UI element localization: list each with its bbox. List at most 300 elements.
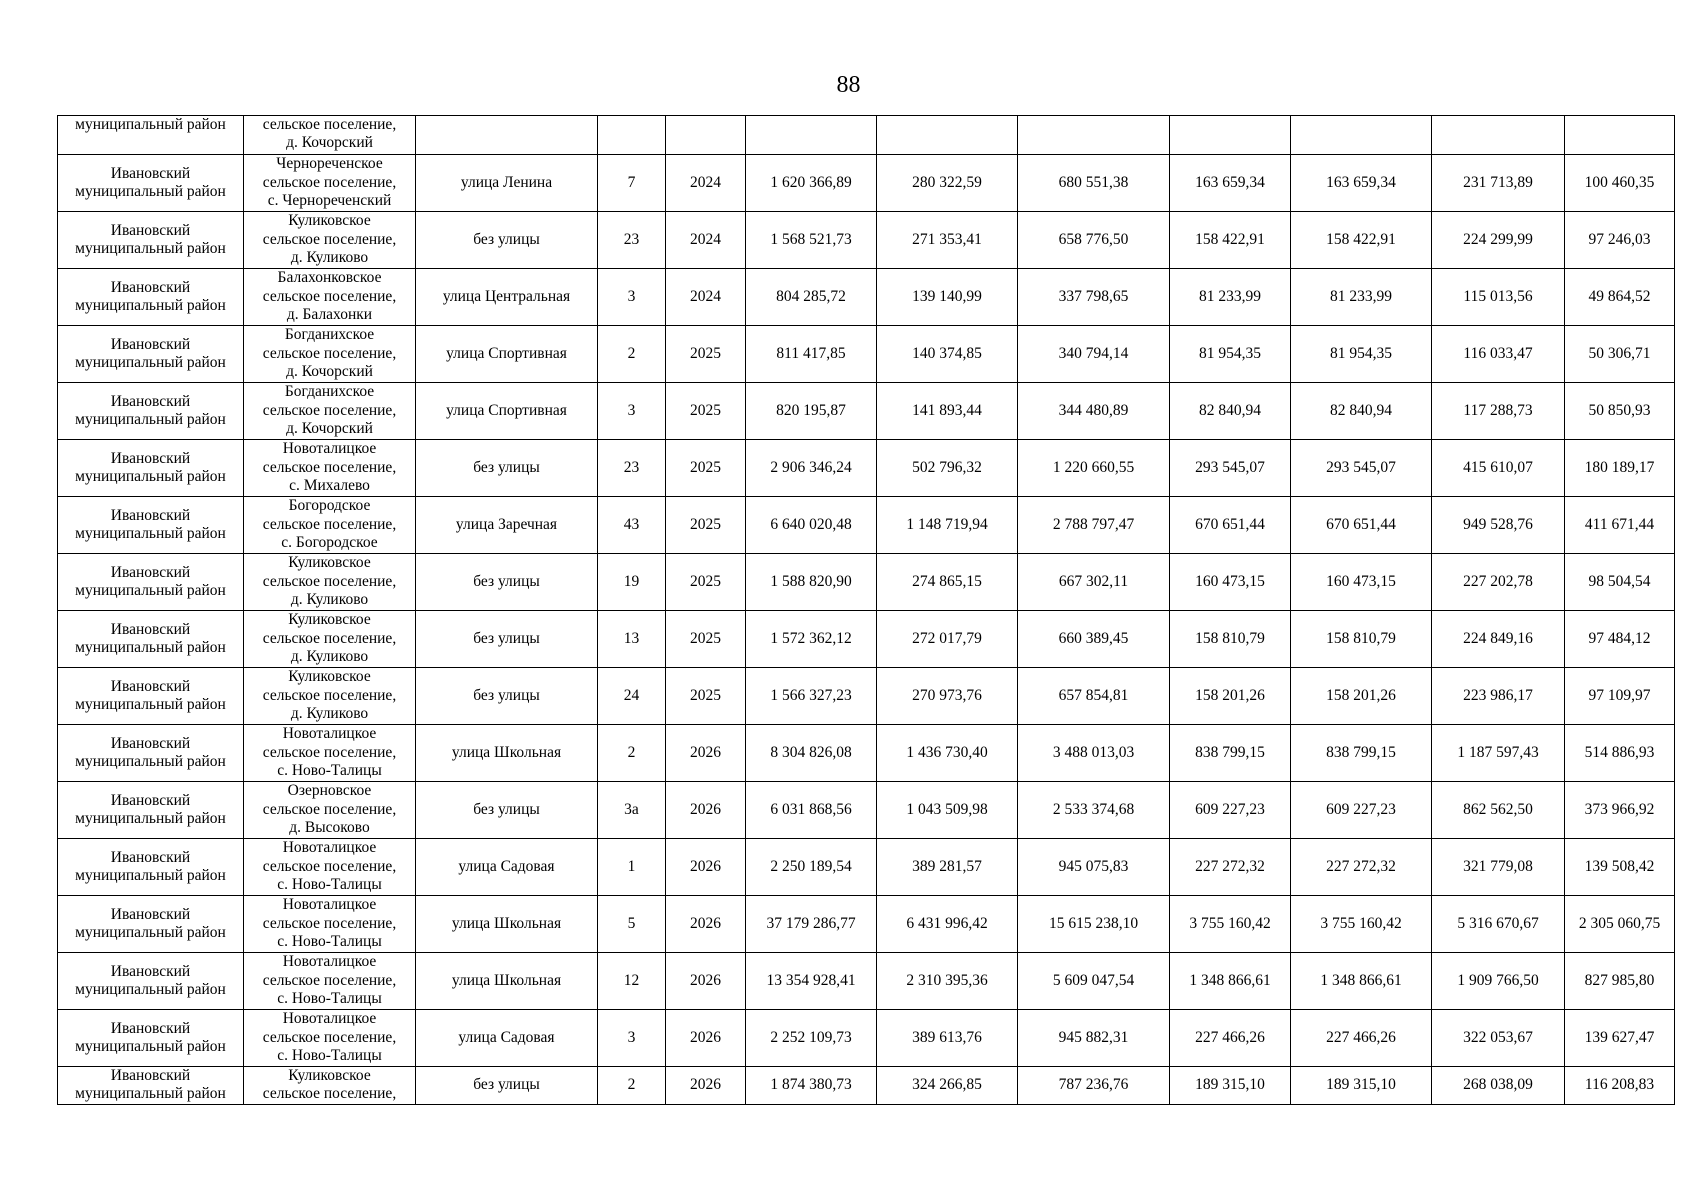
street-cell: улица Спортивная	[416, 326, 598, 383]
district-line: муниципальный район	[75, 1038, 226, 1055]
settlement-line: Богданихское	[284, 383, 375, 401]
value-cell: 189 315,10	[1291, 1067, 1432, 1105]
value-cell: 838 799,15	[1170, 725, 1291, 782]
district-cell	[58, 269, 244, 326]
value-cell: 158 201,26	[1170, 668, 1291, 725]
value-cell: 667 302,11	[1018, 554, 1170, 611]
house-cell: 2	[598, 326, 666, 383]
district-cell	[58, 440, 244, 497]
street-cell: улица Садовая	[416, 1010, 598, 1067]
district-line: муниципальный район	[75, 116, 226, 133]
value-cell: 1 909 766,50	[1432, 953, 1565, 1010]
house-cell: 3	[598, 1010, 666, 1067]
settlement-cell	[244, 155, 416, 212]
district-line: муниципальный район	[75, 468, 226, 485]
table-row	[58, 1067, 1675, 1105]
district-line: муниципальный район	[75, 354, 226, 371]
table-row	[58, 896, 1675, 953]
value-cell: 158 422,91	[1170, 212, 1291, 269]
settlement-line: д. Кочорский	[286, 134, 373, 152]
value-cell: 280 322,59	[877, 155, 1018, 212]
year-cell: 2025	[666, 326, 746, 383]
district-line: Ивановский	[110, 449, 191, 467]
table-row	[58, 725, 1675, 782]
value-cell: 274 865,15	[877, 554, 1018, 611]
table-row	[58, 554, 1675, 611]
value-cell: 514 886,93	[1565, 725, 1675, 782]
value-cell: 81 954,35	[1291, 326, 1432, 383]
value-cell: 100 460,35	[1565, 155, 1675, 212]
value-cell: 945 882,31	[1018, 1010, 1170, 1067]
settlement-line: сельское поселение,	[262, 572, 397, 590]
settlement-line: с. Михалево	[289, 477, 370, 495]
value-cell: 1 572 362,12	[746, 611, 877, 668]
district-line: Ивановский	[110, 848, 191, 866]
settlement-line: Новоталицкое	[282, 953, 377, 971]
district-line: Ивановский	[110, 791, 191, 809]
street-cell: улица Садовая	[416, 839, 598, 896]
settlement-line: сельское поселение,	[262, 401, 397, 419]
value-cell: 82 840,94	[1291, 383, 1432, 440]
house-cell: 2	[598, 725, 666, 782]
value-cell	[1170, 116, 1291, 155]
value-cell: 227 272,32	[1170, 839, 1291, 896]
table-row	[58, 326, 1675, 383]
value-cell: 1 348 866,61	[1170, 953, 1291, 1010]
value-cell: 2 788 797,47	[1018, 497, 1170, 554]
value-cell: 1 566 327,23	[746, 668, 877, 725]
settlement-line: д. Куликово	[290, 591, 369, 609]
value-cell: 657 854,81	[1018, 668, 1170, 725]
value-cell: 321 779,08	[1432, 839, 1565, 896]
settlement-line: Чернореченское	[276, 155, 383, 173]
value-cell: 158 810,79	[1170, 611, 1291, 668]
value-cell: 139 508,42	[1565, 839, 1675, 896]
value-cell: 37 179 286,77	[746, 896, 877, 953]
settlement-cell	[244, 1010, 416, 1067]
house-cell: 19	[598, 554, 666, 611]
settlement-cell	[244, 725, 416, 782]
district-cell	[58, 953, 244, 1010]
district-line: Ивановский	[110, 1019, 191, 1037]
settlement-line: Новоталицкое	[282, 839, 377, 857]
settlement-line: сельское поселение,	[262, 857, 397, 875]
value-cell: 804 285,72	[746, 269, 877, 326]
value-cell: 115 013,56	[1432, 269, 1565, 326]
district-cell	[58, 212, 244, 269]
house-cell: 13	[598, 611, 666, 668]
district-line: Ивановский	[110, 164, 191, 182]
value-cell: 189 315,10	[1170, 1067, 1291, 1105]
settlement-line: сельское поселение,	[262, 686, 397, 704]
settlement-line: д. Куликово	[290, 705, 369, 723]
settlement-line: Новоталицкое	[282, 896, 377, 914]
house-cell: 23	[598, 440, 666, 497]
street-cell: без улицы	[416, 1067, 598, 1105]
year-cell	[666, 116, 746, 155]
district-cell	[58, 668, 244, 725]
value-cell: 139 627,47	[1565, 1010, 1675, 1067]
district-line: Ивановский	[110, 563, 191, 581]
value-cell: 49 864,52	[1565, 269, 1675, 326]
settlement-line: сельское поселение,	[262, 116, 397, 133]
table-row	[58, 440, 1675, 497]
year-cell: 2026	[666, 782, 746, 839]
settlement-line: Балахонковское	[277, 269, 382, 287]
value-cell: 322 053,67	[1432, 1010, 1565, 1067]
value-cell: 2 310 395,36	[877, 953, 1018, 1010]
value-cell: 787 236,76	[1018, 1067, 1170, 1105]
table-row	[58, 269, 1675, 326]
settlement-line: Богданихское	[284, 326, 375, 344]
settlement-line: Куликовское	[288, 212, 371, 230]
year-cell: 2025	[666, 497, 746, 554]
settlement-line: сельское поселение,	[262, 800, 397, 818]
value-cell: 2 252 109,73	[746, 1010, 877, 1067]
value-cell: 373 966,92	[1565, 782, 1675, 839]
settlement-cell	[244, 611, 416, 668]
value-cell: 609 227,23	[1291, 782, 1432, 839]
district-line: Ивановский	[110, 734, 191, 752]
table-row	[58, 668, 1675, 725]
value-cell: 158 422,91	[1291, 212, 1432, 269]
value-cell: 389 613,76	[877, 1010, 1018, 1067]
settlement-line: Новоталицкое	[282, 725, 377, 743]
value-cell: 660 389,45	[1018, 611, 1170, 668]
district-cell	[58, 782, 244, 839]
district-line: Ивановский	[110, 962, 191, 980]
district-line: Ивановский	[110, 335, 191, 353]
value-cell: 231 713,89	[1432, 155, 1565, 212]
value-cell	[746, 116, 877, 155]
district-line: муниципальный район	[75, 867, 226, 884]
value-cell: 2 906 346,24	[746, 440, 877, 497]
value-cell: 227 466,26	[1291, 1010, 1432, 1067]
value-cell: 116 208,83	[1565, 1067, 1675, 1105]
value-cell: 139 140,99	[877, 269, 1018, 326]
settlement-line: сельское поселение,	[262, 971, 397, 989]
value-cell: 98 504,54	[1565, 554, 1675, 611]
district-line: муниципальный район	[75, 753, 226, 770]
settlement-line: д. Балахонки	[286, 306, 373, 324]
value-cell: 670 651,44	[1291, 497, 1432, 554]
street-cell: без улицы	[416, 611, 598, 668]
settlement-line: сельское поселение,	[262, 743, 397, 761]
table-row	[58, 155, 1675, 212]
district-line: Ивановский	[110, 392, 191, 410]
value-cell: 2 305 060,75	[1565, 896, 1675, 953]
value-cell: 3 755 160,42	[1291, 896, 1432, 953]
settlement-line: Новоталицкое	[282, 440, 377, 458]
value-cell: 3 755 160,42	[1170, 896, 1291, 953]
table-row	[58, 839, 1675, 896]
value-cell: 227 202,78	[1432, 554, 1565, 611]
value-cell: 50 306,71	[1565, 326, 1675, 383]
settlement-line: с. Ново-Талицы	[277, 876, 382, 894]
value-cell: 227 466,26	[1170, 1010, 1291, 1067]
district-line: Ивановский	[110, 905, 191, 923]
house-cell: 3	[598, 269, 666, 326]
settlement-cell	[244, 782, 416, 839]
table-row	[58, 116, 1675, 155]
district-line: муниципальный район	[75, 639, 226, 656]
district-line: муниципальный район	[75, 297, 226, 314]
value-cell: 97 246,03	[1565, 212, 1675, 269]
value-cell: 811 417,85	[746, 326, 877, 383]
house-cell: 1	[598, 839, 666, 896]
value-cell: 50 850,93	[1565, 383, 1675, 440]
district-line: муниципальный район	[75, 810, 226, 827]
value-cell: 949 528,76	[1432, 497, 1565, 554]
value-cell: 1 043 509,98	[877, 782, 1018, 839]
settlement-line: Куликовское	[288, 554, 371, 572]
house-cell: 24	[598, 668, 666, 725]
value-cell: 415 610,07	[1432, 440, 1565, 497]
street-cell: без улицы	[416, 782, 598, 839]
district-line: Ивановский	[110, 221, 191, 239]
value-cell: 163 659,34	[1291, 155, 1432, 212]
value-cell: 160 473,15	[1170, 554, 1291, 611]
table-row	[58, 782, 1675, 839]
house-cell: 3а	[598, 782, 666, 839]
settlement-line: сельское поселение,	[262, 173, 397, 191]
street-cell: улица Центральная	[416, 269, 598, 326]
value-cell: 293 545,07	[1291, 440, 1432, 497]
settlement-cell	[244, 269, 416, 326]
settlement-cell	[244, 212, 416, 269]
value-cell: 1 220 660,55	[1018, 440, 1170, 497]
table-row	[58, 611, 1675, 668]
value-cell	[877, 116, 1018, 155]
district-cell	[58, 554, 244, 611]
value-cell: 680 551,38	[1018, 155, 1170, 212]
value-cell: 324 266,85	[877, 1067, 1018, 1105]
year-cell: 2026	[666, 896, 746, 953]
settlement-cell	[244, 116, 416, 155]
settlement-line: с. Богородское	[281, 534, 378, 552]
district-cell	[58, 116, 244, 155]
settlement-line: Куликовское	[288, 611, 371, 629]
house-cell: 43	[598, 497, 666, 554]
district-line: муниципальный район	[75, 582, 226, 599]
value-cell: 5 316 670,67	[1432, 896, 1565, 953]
housing-repair-table	[57, 115, 1675, 1105]
settlement-line: д. Кочорский	[286, 420, 373, 438]
settlement-line: с. Ново-Талицы	[277, 933, 382, 951]
value-cell: 140 374,85	[877, 326, 1018, 383]
value-cell: 838 799,15	[1291, 725, 1432, 782]
value-cell: 81 954,35	[1170, 326, 1291, 383]
year-cell: 2024	[666, 269, 746, 326]
house-cell	[598, 116, 666, 155]
district-cell	[58, 497, 244, 554]
value-cell: 1 620 366,89	[746, 155, 877, 212]
value-cell: 827 985,80	[1565, 953, 1675, 1010]
settlement-line: Куликовское	[288, 1067, 371, 1084]
settlement-line: сельское поселение,	[262, 230, 397, 248]
settlement-cell	[244, 440, 416, 497]
value-cell: 3 488 013,03	[1018, 725, 1170, 782]
district-cell	[58, 839, 244, 896]
year-cell: 2025	[666, 611, 746, 668]
street-cell: без улицы	[416, 212, 598, 269]
value-cell: 8 304 826,08	[746, 725, 877, 782]
value-cell: 344 480,89	[1018, 383, 1170, 440]
house-cell: 3	[598, 383, 666, 440]
house-cell: 2	[598, 1067, 666, 1105]
settlement-line: сельское поселение,	[262, 515, 397, 533]
value-cell: 820 195,87	[746, 383, 877, 440]
value-cell: 5 609 047,54	[1018, 953, 1170, 1010]
street-cell: без улицы	[416, 668, 598, 725]
year-cell: 2026	[666, 725, 746, 782]
street-cell: без улицы	[416, 440, 598, 497]
settlement-line: с. Чернореченский	[267, 192, 392, 210]
street-cell: улица Школьная	[416, 896, 598, 953]
house-cell: 23	[598, 212, 666, 269]
value-cell: 2 533 374,68	[1018, 782, 1170, 839]
district-cell	[58, 326, 244, 383]
street-cell: улица Школьная	[416, 953, 598, 1010]
value-cell: 6 640 020,48	[746, 497, 877, 554]
value-cell: 97 484,12	[1565, 611, 1675, 668]
value-cell: 116 033,47	[1432, 326, 1565, 383]
value-cell	[1565, 116, 1675, 155]
settlement-cell	[244, 668, 416, 725]
settlement-line: Озерновское	[287, 782, 372, 800]
value-cell: 1 348 866,61	[1291, 953, 1432, 1010]
settlement-line: с. Ново-Талицы	[277, 990, 382, 1008]
settlement-cell	[244, 326, 416, 383]
settlement-line: с. Ново-Талицы	[277, 1047, 382, 1065]
value-cell: 270 973,76	[877, 668, 1018, 725]
street-cell: без улицы	[416, 554, 598, 611]
year-cell: 2025	[666, 668, 746, 725]
district-line: Ивановский	[110, 620, 191, 638]
table-row	[58, 383, 1675, 440]
year-cell: 2025	[666, 554, 746, 611]
value-cell: 141 893,44	[877, 383, 1018, 440]
value-cell	[1291, 116, 1432, 155]
value-cell: 224 299,99	[1432, 212, 1565, 269]
district-cell	[58, 1067, 244, 1105]
page-number: 88	[836, 72, 861, 98]
value-cell: 1 187 597,43	[1432, 725, 1565, 782]
year-cell: 2026	[666, 839, 746, 896]
value-cell: 158 201,26	[1291, 668, 1432, 725]
value-cell: 658 776,50	[1018, 212, 1170, 269]
district-line: Ивановский	[110, 278, 191, 296]
value-cell: 224 849,16	[1432, 611, 1565, 668]
year-cell: 2025	[666, 440, 746, 497]
settlement-line: сельское поселение,	[262, 1085, 397, 1103]
settlement-line: Богородское	[288, 497, 371, 515]
district-cell	[58, 1010, 244, 1067]
settlement-line: сельское поселение,	[262, 287, 397, 305]
value-cell: 337 798,65	[1018, 269, 1170, 326]
settlement-line: д. Высоково	[289, 819, 370, 837]
value-cell: 163 659,34	[1170, 155, 1291, 212]
house-cell: 12	[598, 953, 666, 1010]
year-cell: 2026	[666, 1067, 746, 1105]
table-row	[58, 1010, 1675, 1067]
value-cell: 389 281,57	[877, 839, 1018, 896]
value-cell: 1 148 719,94	[877, 497, 1018, 554]
settlement-cell	[244, 1067, 416, 1105]
value-cell: 862 562,50	[1432, 782, 1565, 839]
settlement-line: д. Куликово	[290, 648, 369, 666]
settlement-line: д. Кочорский	[286, 363, 373, 381]
district-line: муниципальный район	[75, 411, 226, 428]
value-cell: 158 810,79	[1291, 611, 1432, 668]
table-row	[58, 497, 1675, 554]
value-cell: 15 615 238,10	[1018, 896, 1170, 953]
settlement-line: Новоталицкое	[282, 1010, 377, 1028]
house-cell: 5	[598, 896, 666, 953]
district-cell	[58, 896, 244, 953]
district-line: муниципальный район	[75, 981, 226, 998]
value-cell: 117 288,73	[1432, 383, 1565, 440]
district-line: Ивановский	[110, 506, 191, 524]
settlement-cell	[244, 896, 416, 953]
settlement-line: сельское поселение,	[262, 914, 397, 932]
value-cell: 81 233,99	[1291, 269, 1432, 326]
value-cell: 1 436 730,40	[877, 725, 1018, 782]
street-cell: улица Ленина	[416, 155, 598, 212]
street-cell	[416, 116, 598, 155]
settlement-line: сельское поселение,	[262, 458, 397, 476]
value-cell: 81 233,99	[1170, 269, 1291, 326]
settlement-cell	[244, 839, 416, 896]
value-cell: 97 109,97	[1565, 668, 1675, 725]
settlement-line: сельское поселение,	[262, 629, 397, 647]
year-cell: 2026	[666, 1010, 746, 1067]
district-line: Ивановский	[110, 677, 191, 695]
value-cell: 227 272,32	[1291, 839, 1432, 896]
value-cell: 268 038,09	[1432, 1067, 1565, 1105]
value-cell: 13 354 928,41	[746, 953, 877, 1010]
street-cell: улица Школьная	[416, 725, 598, 782]
district-line: муниципальный район	[75, 696, 226, 713]
value-cell: 1 588 820,90	[746, 554, 877, 611]
district-line: муниципальный район	[75, 525, 226, 542]
value-cell: 271 353,41	[877, 212, 1018, 269]
street-cell: улица Спортивная	[416, 383, 598, 440]
year-cell: 2024	[666, 212, 746, 269]
value-cell: 293 545,07	[1170, 440, 1291, 497]
table-row	[58, 953, 1675, 1010]
value-cell: 340 794,14	[1018, 326, 1170, 383]
settlement-cell	[244, 383, 416, 440]
settlement-line: сельское поселение,	[262, 1028, 397, 1046]
settlement-line: д. Куликово	[290, 249, 369, 267]
year-cell: 2026	[666, 953, 746, 1010]
value-cell: 1 568 521,73	[746, 212, 877, 269]
district-cell	[58, 383, 244, 440]
year-cell: 2024	[666, 155, 746, 212]
value-cell: 2 250 189,54	[746, 839, 877, 896]
house-cell: 7	[598, 155, 666, 212]
settlement-line: Куликовское	[288, 668, 371, 686]
value-cell: 82 840,94	[1170, 383, 1291, 440]
settlement-cell	[244, 497, 416, 554]
district-line: муниципальный район	[75, 924, 226, 941]
value-cell: 945 075,83	[1018, 839, 1170, 896]
value-cell: 1 874 380,73	[746, 1067, 877, 1105]
district-cell	[58, 155, 244, 212]
settlement-cell	[244, 953, 416, 1010]
settlement-line: сельское поселение,	[262, 344, 397, 362]
